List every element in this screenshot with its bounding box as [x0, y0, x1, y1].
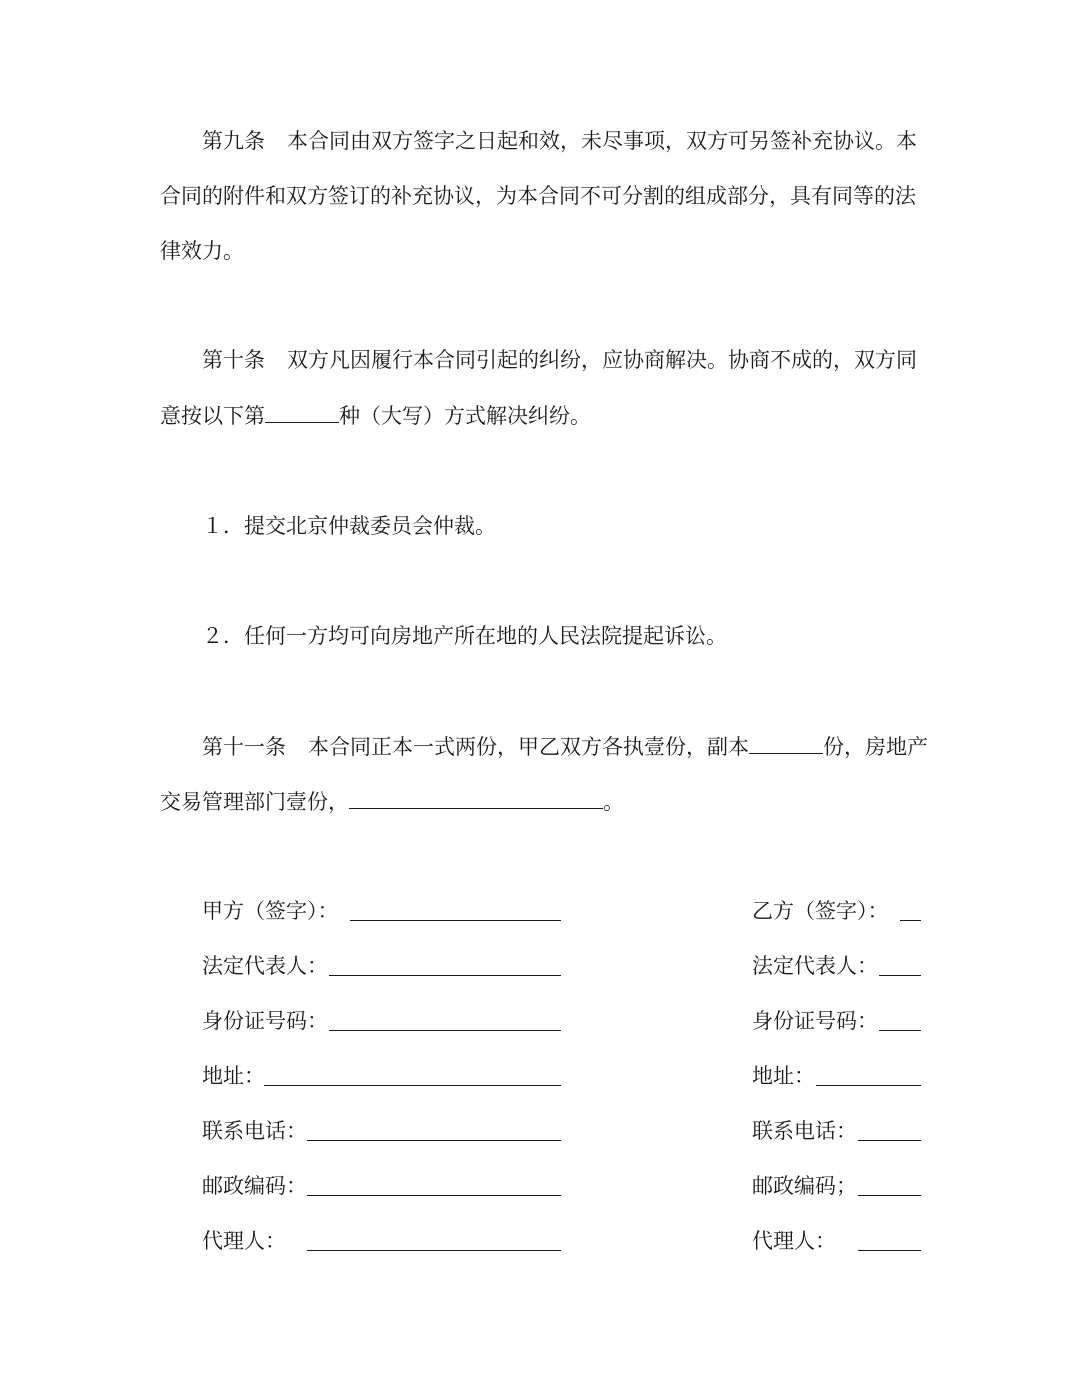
- copies-blank[interactable]: [749, 731, 823, 754]
- party-a-phone-label: 联系电话：: [202, 1119, 307, 1143]
- party-a-agent-label: 代理人：: [202, 1229, 286, 1253]
- article-9-line-3: 律效力。: [160, 239, 244, 263]
- party-a-signature-field[interactable]: [350, 920, 561, 921]
- party-b-phone-field[interactable]: [858, 1140, 921, 1141]
- method-number-blank[interactable]: [265, 400, 339, 423]
- article-9-line-2: 合同的附件和双方签订的补充协议，为本合同不可分割的组成部分，具有同等的法: [160, 184, 916, 208]
- party-a-id-field[interactable]: [329, 1030, 561, 1031]
- party-a-agent-field[interactable]: [307, 1250, 561, 1251]
- party-b-agent-field[interactable]: [858, 1250, 921, 1251]
- party-a-legal-rep-field[interactable]: [329, 975, 561, 976]
- article-9-label: 第九条: [202, 129, 265, 153]
- dispute-option-1: １．提交北京仲裁委员会仲裁。: [202, 514, 496, 538]
- article-11-line-2: 交易管理部门壹份， 。: [160, 786, 624, 816]
- article-11-label: 第十一条: [202, 735, 286, 759]
- article-9-text-1: 本合同由双方签字之日起和效，未尽事项，双方可另签补充协议。本: [287, 129, 917, 153]
- other-copy-blank[interactable]: [349, 786, 603, 809]
- article-10-label: 第十条: [202, 348, 265, 372]
- party-a-signature-label: 甲方（签字）：: [202, 899, 339, 923]
- party-b-postal-label: 邮政编码；: [752, 1174, 857, 1198]
- article-9-line-1: [202, 126, 917, 156]
- party-a-postal-field[interactable]: [307, 1195, 561, 1196]
- party-b-legal-rep-field[interactable]: [879, 975, 921, 976]
- party-b-legal-rep-label: 法定代表人：: [752, 954, 878, 978]
- party-b-signature-field[interactable]: [900, 920, 921, 921]
- party-b-address-label: 地址：: [752, 1064, 815, 1088]
- dispute-option-2: ２．任何一方均可向房地产所在地的人民法院提起诉讼。: [202, 624, 727, 648]
- party-a-phone-field[interactable]: [307, 1140, 561, 1141]
- party-a-postal-label: 邮政编码：: [202, 1174, 307, 1198]
- party-a-legal-rep-label: 法定代表人：: [202, 954, 328, 978]
- party-b-id-label: 身份证号码：: [752, 1009, 878, 1033]
- article-10-line-2: 意按以下第 种（大写）方式解决纠纷。: [160, 400, 591, 430]
- party-b-postal-field[interactable]: [858, 1195, 921, 1196]
- party-b-id-field[interactable]: [879, 1030, 921, 1031]
- article-10-line-1: [202, 345, 917, 375]
- party-b-signature-label: 乙方（签字）：: [752, 899, 889, 923]
- party-b-address-field[interactable]: [816, 1085, 921, 1086]
- party-b-agent-label: 代理人：: [752, 1229, 836, 1253]
- party-a-address-field[interactable]: [264, 1085, 561, 1086]
- article-10-text-1: 双方凡因履行本合同引起的纠纷，应协商解决。协商不成的，双方同: [287, 348, 917, 372]
- party-a-id-label: 身份证号码：: [202, 1009, 328, 1033]
- party-b-phone-label: 联系电话：: [752, 1119, 857, 1143]
- party-a-address-label: 地址：: [202, 1064, 265, 1088]
- article-11-line-1: 第十一条 本合同正本一式两份，甲乙双方各执壹份，副本 份，房地产: [202, 731, 928, 761]
